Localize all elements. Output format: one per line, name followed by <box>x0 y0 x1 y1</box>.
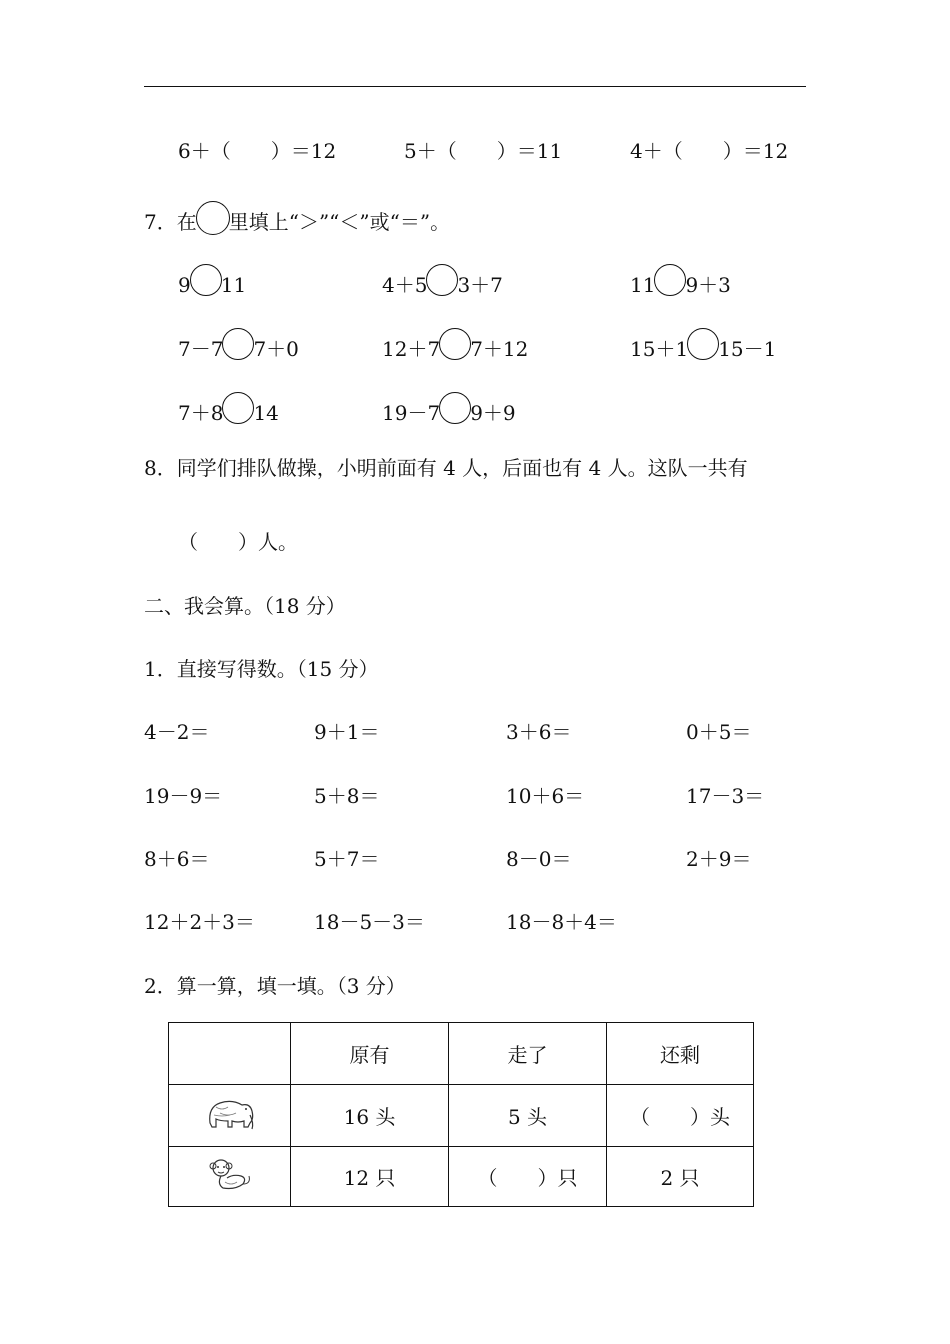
calc-item: 5＋8＝ <box>314 784 380 808</box>
calc-item: 8－0＝ <box>506 847 572 871</box>
calc-item: 19－9＝ <box>144 784 223 808</box>
table-header-cell: 还剩 <box>607 1023 754 1085</box>
table-row <box>169 1147 754 1207</box>
calc-item: 10＋6＝ <box>506 784 585 808</box>
calc-item: 0＋5＝ <box>686 720 752 744</box>
table-cell: 5 头 <box>449 1085 607 1147</box>
compare-item: 7＋8 14 <box>178 392 279 425</box>
question-1-title: 1．直接写得数。（15 分） <box>144 657 379 681</box>
table-icon-cell <box>169 1147 291 1207</box>
calc-item: 9＋1＝ <box>314 720 380 744</box>
calc-item: 5＋7＝ <box>314 847 380 871</box>
table-header-row <box>169 1023 754 1085</box>
table-cell: 2 只 <box>607 1147 754 1207</box>
compare-item: 9 11 <box>178 264 246 297</box>
compare-item: 12＋7 7＋12 <box>382 328 528 361</box>
calc-item: 4－2＝ <box>144 720 210 744</box>
compare-item: 19－7 9＋9 <box>382 392 516 425</box>
fill-blank-problem: 4＋（ ）＝12 <box>630 139 789 163</box>
compare-circle[interactable] <box>439 392 471 424</box>
compare-item: 4＋5 3＋7 <box>382 264 503 297</box>
compare-circle[interactable] <box>222 392 254 424</box>
compare-circle[interactable] <box>196 201 230 235</box>
fill-blank-problem: 6＋（ ）＝12 <box>178 139 337 163</box>
table-answer-cell[interactable]: （ ）只 <box>449 1147 607 1207</box>
compare-circle[interactable] <box>439 328 471 360</box>
compare-circle[interactable] <box>222 328 254 360</box>
section-2-heading: 二、我会算。（18 分） <box>144 594 346 618</box>
question-8-answer-blank[interactable]: （ ）人。 <box>178 530 298 554</box>
question-7-title: 7．在 里填上“＞”“＜”或“＝”。 <box>144 201 450 235</box>
table-icon-cell <box>169 1085 291 1147</box>
monkey-icon <box>205 1154 255 1194</box>
table-header-cell: 走了 <box>449 1023 607 1085</box>
compare-circle[interactable] <box>687 328 719 360</box>
compare-item: 11 9＋3 <box>630 264 731 297</box>
table-header-cell <box>169 1023 291 1085</box>
table-row <box>169 1085 754 1147</box>
calc-item: 18－8＋4＝ <box>506 910 617 934</box>
question-8-line1: 8．同学们排队做操，小明前面有 4 人，后面也有 4 人。这队一共有 <box>144 456 748 480</box>
compare-circle[interactable] <box>190 264 222 296</box>
table-cell: 16 头 <box>291 1085 449 1147</box>
header-rule <box>144 86 806 87</box>
animal-table <box>168 1022 754 1207</box>
fill-blank-problem: 5＋（ ）＝11 <box>404 139 563 163</box>
compare-circle[interactable] <box>426 264 458 296</box>
calc-item: 8＋6＝ <box>144 847 210 871</box>
calc-item: 2＋9＝ <box>686 847 752 871</box>
compare-circle[interactable] <box>654 264 686 296</box>
calc-item: 18－5－3＝ <box>314 910 425 934</box>
table-cell: 12 只 <box>291 1147 449 1207</box>
elephant-icon <box>202 1093 258 1133</box>
calc-item: 17－3＝ <box>686 784 765 808</box>
table-header-cell: 原有 <box>291 1023 449 1085</box>
calc-item: 12＋2＋3＝ <box>144 910 255 934</box>
table-answer-cell[interactable]: （ ）头 <box>607 1085 754 1147</box>
calc-item: 3＋6＝ <box>506 720 572 744</box>
compare-item: 15＋1 15－1 <box>630 328 776 361</box>
question-2-title: 2．算一算，填一填。（3 分） <box>144 974 406 998</box>
compare-item: 7－7 7＋0 <box>178 328 299 361</box>
